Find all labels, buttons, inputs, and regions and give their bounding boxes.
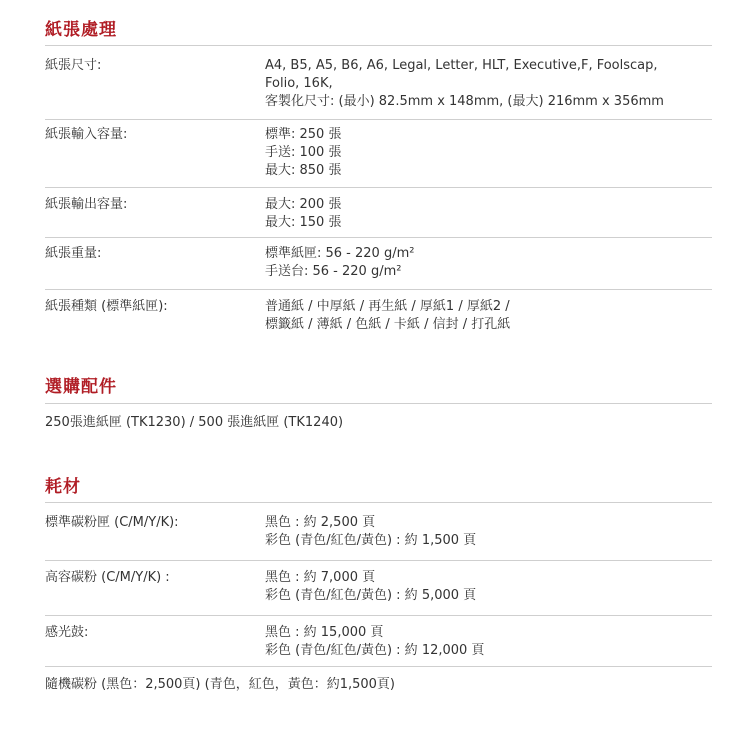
high-capacity-toner-label: 高容碳粉 (C/M/Y/K) :	[45, 570, 170, 585]
paper-size-value	[265, 57, 710, 111]
value-line: 標準紙匣: 56 - 220 g/m²	[265, 246, 415, 261]
value-line: 手送台: 56 - 220 g/m²	[265, 264, 402, 279]
value-line: 標準: 250 張	[265, 127, 342, 142]
paper-input-capacity-value	[265, 126, 710, 180]
standard-toner-label: 標準碳粉匣 (C/M/Y/K):	[45, 515, 179, 530]
divider	[45, 502, 712, 503]
paper-handling-title: 紙張處理	[45, 20, 117, 40]
divider	[45, 289, 712, 290]
drum-label: 感光鼓:	[45, 625, 89, 640]
divider	[45, 403, 712, 404]
drum-value	[265, 624, 710, 660]
paper-size-label: 紙張尺寸:	[45, 58, 102, 73]
consumables-title: 耗材	[45, 477, 81, 497]
divider	[45, 666, 712, 667]
paper-type-value	[265, 298, 710, 334]
divider	[45, 119, 712, 120]
value-line: 最大: 150 張	[265, 215, 342, 230]
standard-toner-value	[265, 514, 710, 550]
value-line: 黑色 : 約 15,000 頁	[265, 625, 384, 640]
value-line: A4, B5, A5, B6, A6, Legal, Letter, HLT, Executive,F, Foolscap,	[265, 58, 658, 73]
value-line: 彩色 (青色/紅色/黃色) : 約 12,000 頁	[265, 643, 485, 658]
value-line: 手送: 100 張	[265, 145, 342, 160]
value-line: 黑色 : 約 7,000 頁	[265, 570, 376, 585]
paper-weight-label: 紙張重量:	[45, 246, 102, 261]
high-capacity-toner-value	[265, 569, 710, 605]
accessories-text: 250張進紙匣 (TK1230) / 500 張進紙匣 (TK1240)	[45, 415, 344, 430]
divider	[45, 615, 712, 616]
divider	[45, 187, 712, 188]
value-line: 彩色 (青色/紅色/黃色) : 約 5,000 頁	[265, 588, 477, 603]
divider	[45, 45, 712, 46]
value-line: 普通紙 / 中厚紙 / 再生紙 / 厚紙1 / 厚紙2 /	[265, 299, 510, 314]
value-line: 最大: 850 張	[265, 163, 342, 178]
divider	[45, 560, 712, 561]
value-line: 彩色 (青色/紅色/黃色) : 約 1,500 頁	[265, 533, 477, 548]
paper-input-capacity-label: 紙張輸入容量:	[45, 127, 128, 142]
accessories-title: 選購配件	[45, 377, 117, 397]
paper-weight-value	[265, 245, 710, 281]
paper-output-capacity-label: 紙張輸出容量:	[45, 197, 128, 212]
value-line: 最大: 200 張	[265, 197, 342, 212]
paper-output-capacity-value	[265, 196, 710, 232]
divider	[45, 237, 712, 238]
value-line: 黑色 : 約 2,500 頁	[265, 515, 376, 530]
value-line: 客製化尺寸: (最小) 82.5mm x 148mm, (最大) 216mm x 356mm	[265, 94, 664, 109]
starter-toner-note: 隨機碳粉 (黑色：2,500頁) (青色，紅色，黃色：約1,500頁)	[45, 677, 395, 692]
value-line: 標籤紙 / 薄紙 / 色紙 / 卡紙 / 信封 / 打孔紙	[265, 317, 511, 332]
paper-type-label: 紙張種類 (標準紙匣):	[45, 299, 168, 314]
value-line: Folio, 16K,	[265, 76, 333, 91]
